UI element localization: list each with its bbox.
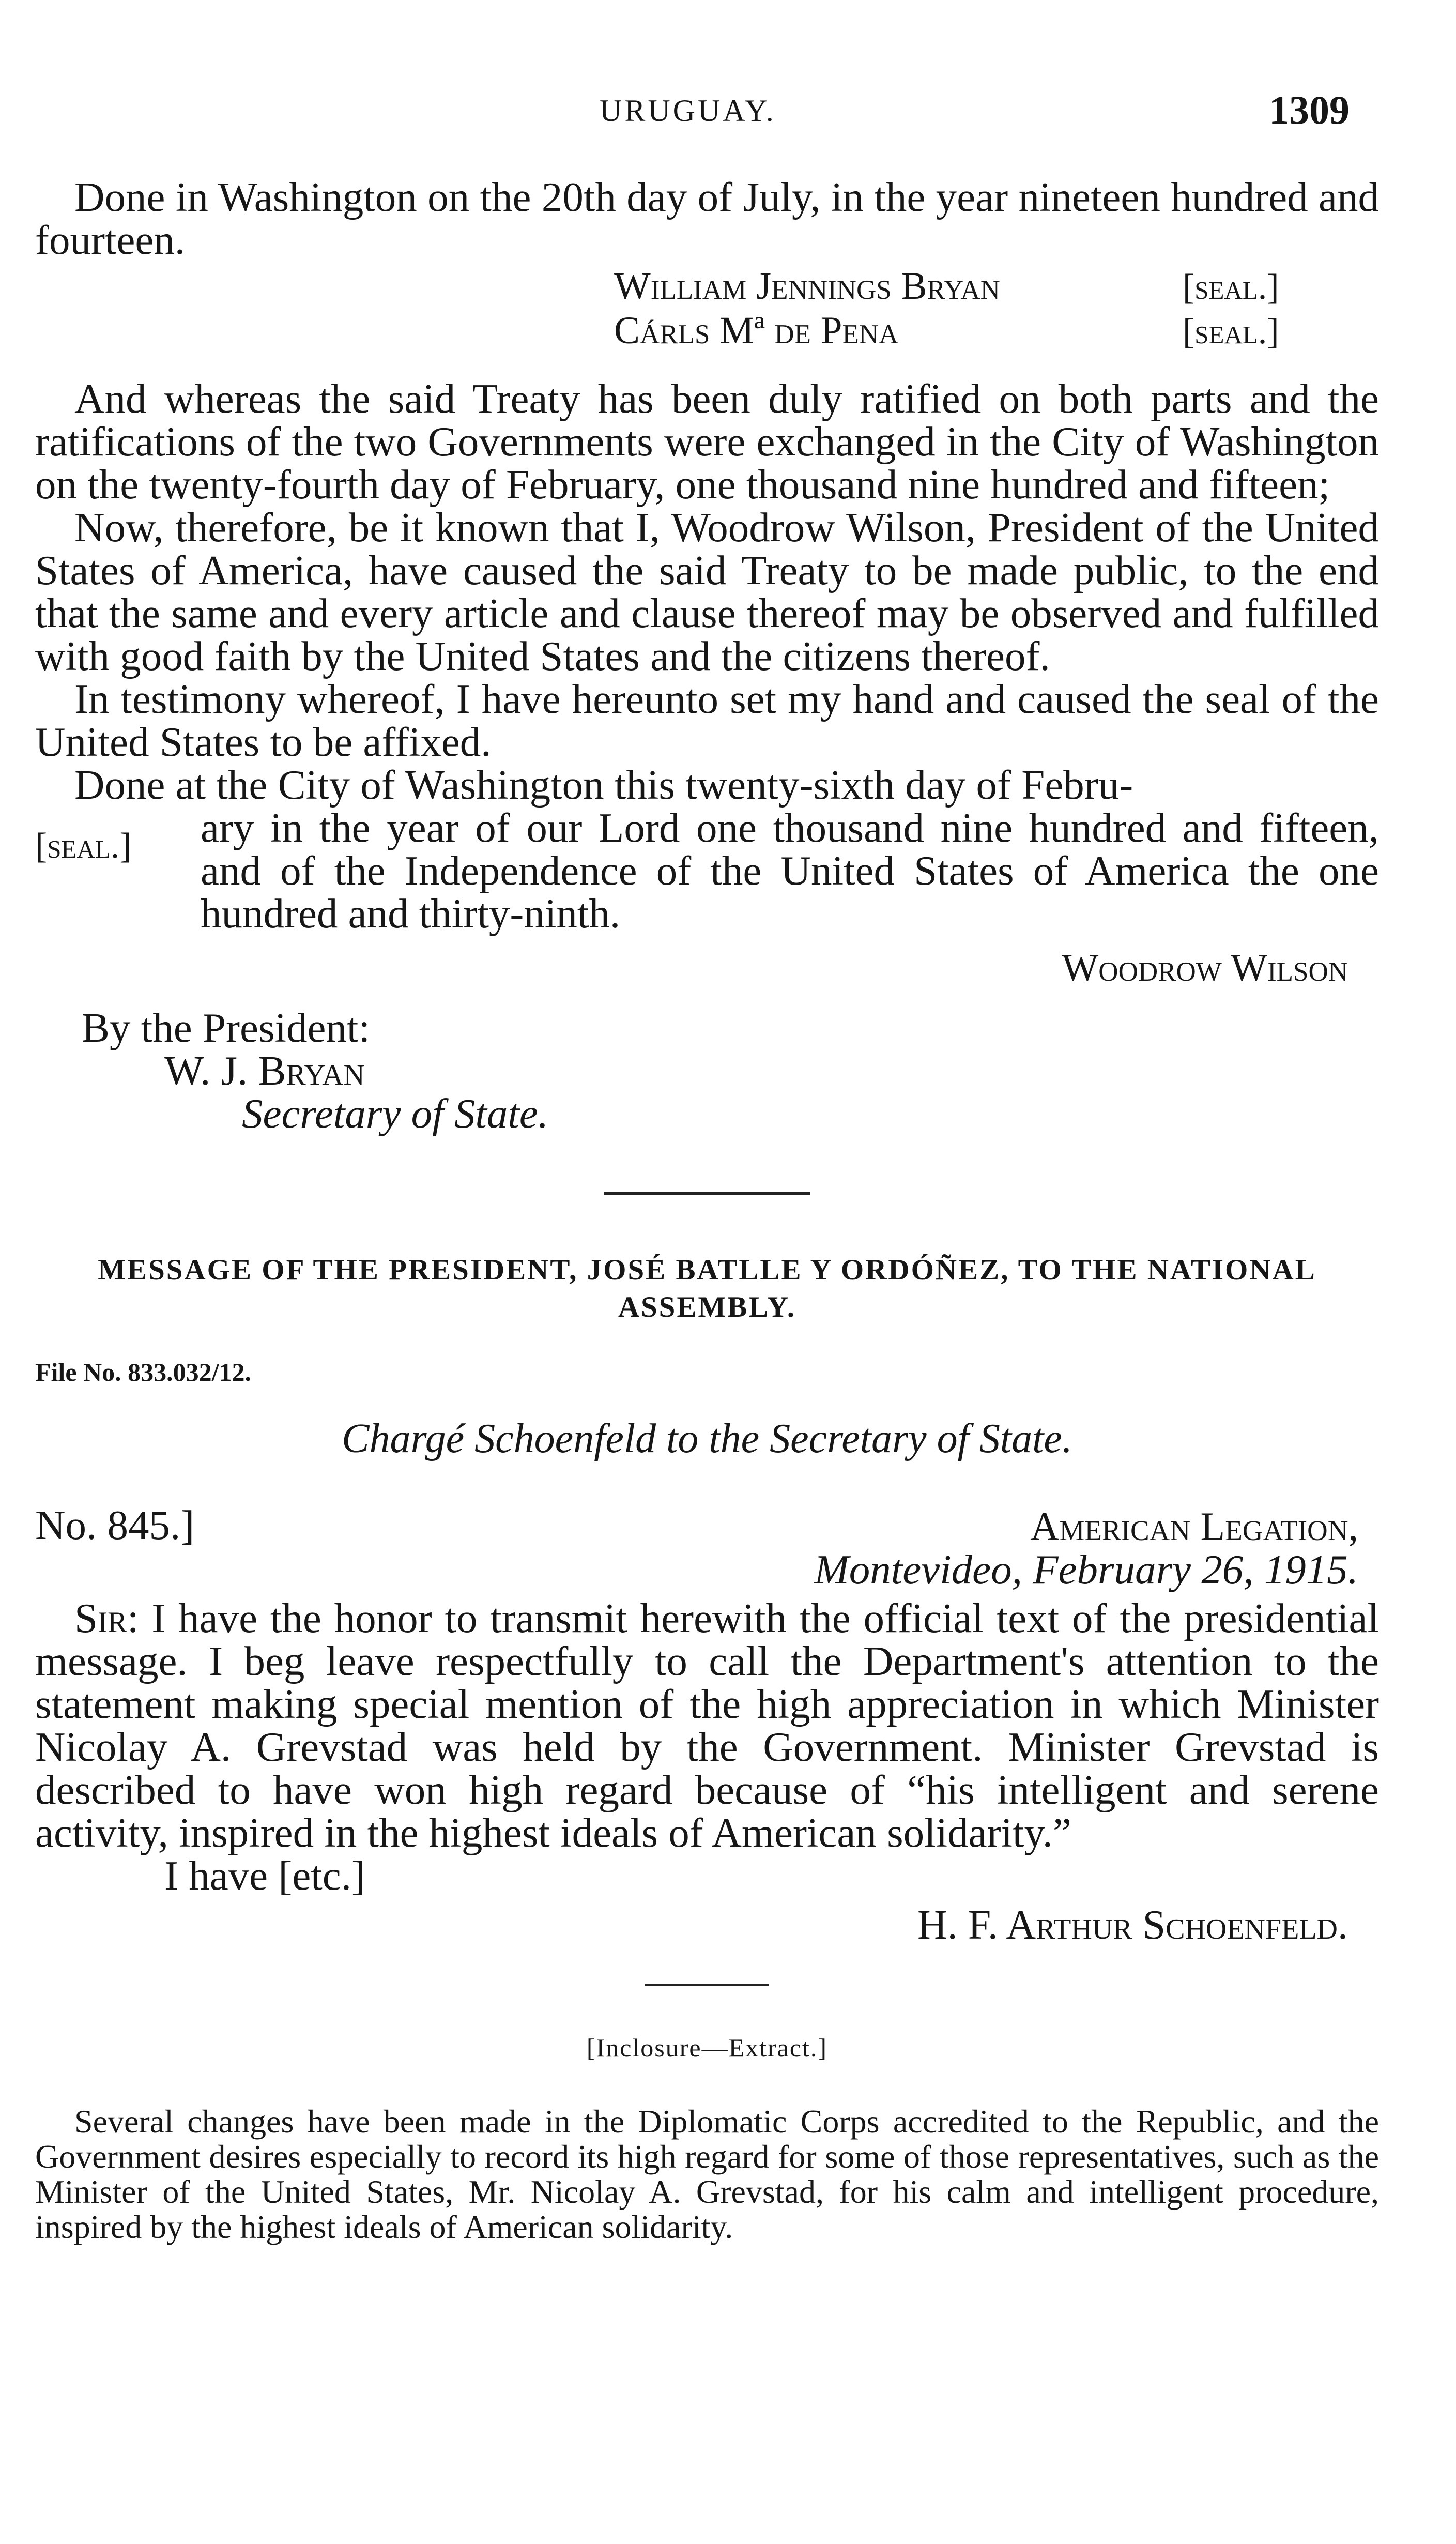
signatory-name: William Jennings Bryan: [614, 265, 1000, 308]
section-divider: [604, 1192, 810, 1195]
seal-margin: [seal.]: [35, 826, 132, 866]
signatory-name: Cárls Mª de Pena: [614, 309, 899, 352]
paragraph-ratified: And whereas the said Treaty has been duly ratified on both parts and the ratifications of the two Governments were exchanged in the City of Washington on the twenty-fourth day of February, one thousand nine hundred and fifteen;: [35, 375, 1379, 508]
document-body: [35, 176, 1379, 2245]
seal-mark: [seal.]: [1183, 267, 1279, 307]
signer-title: Secretary of State.: [242, 1090, 549, 1137]
done-at-city-first-line: Done at the City of Washington this twenty-sixth day of Febru-: [74, 761, 1133, 808]
page-header: [0, 87, 1456, 140]
signature-wilson: Woodrow Wilson: [1062, 947, 1348, 989]
inclosure-text: Several changes have been made in the Diplomatic Corps accredited to the Republic, and the Government desires especially to record its high regard for some of those representatives, such as the Minister of the United States, Mr. Nicolay A. Grevstad, for his calm and intelligent procedure, inspired by the highest ideals of American solidarity.: [35, 2103, 1379, 2245]
paragraph-now-therefore: Now, therefore, be it known that I, Woodrow Wilson, President of the United States of America, have caused the said Treaty to be made public, to the end that the same and every article and clause thereof may be observed and fulfilled with good faith by the United States and the citizens thereof.: [35, 504, 1379, 679]
legation-line: American Legation,: [1030, 1504, 1358, 1549]
closing-line: I have [etc.]: [164, 1852, 365, 1899]
dateline-block: [35, 1504, 1379, 1597]
inclosure-label: [Inclosure—Extract.]: [586, 2033, 828, 2062]
letter-body: [35, 1597, 1379, 1854]
running-title: URUGUAY.: [600, 94, 776, 128]
document-number: No. 845.]: [35, 1502, 195, 1548]
done-at-city-block: [35, 761, 1379, 937]
signature-schoenfeld: H. F. Arthur Schoenfeld.: [917, 1902, 1348, 1948]
document-title: Chargé Schoenfeld to the Secretary of State.: [342, 1416, 1072, 1461]
letter-text: I have the honor to transmit herewith the official text of the presidential message. I beg leave respectfully to call the Department's attention to the statement making special mention of the high appreciation in which Minister Nicolay A. Grevstad was held by the Government. Minister Grevstad is described to have won high regard because of “his intelligent and serene activity, inspired in the highest ideals of American solidarity.”: [35, 1595, 1379, 1856]
salutation: Sir:: [74, 1595, 139, 1641]
inclosure-divider: [645, 1984, 769, 1986]
done-at-city-rest: ary in the year of our Lord one thousand nine hundred and fifteen, and of the Independence of the United States of America the one hundred and thirty-ninth.: [201, 804, 1379, 937]
signatory-block: [35, 264, 1379, 357]
signatory-pena: [614, 308, 898, 354]
signatory-bryan: [614, 264, 1000, 309]
done-in-washington: Done in Washington on the 20th day of July, in the year nineteen hundred and fourteen.: [35, 174, 1379, 263]
file-number: File No. 833.032/12.: [35, 1358, 252, 1387]
section-heading: MESSAGE OF THE PRESIDENT, JOSÉ BATLLE Y ORDÓÑEZ, TO THE NATIONAL ASSEMBLY.: [98, 1254, 1316, 1323]
page-number: 1309: [1269, 87, 1350, 132]
dateline: Montevideo, February 26, 1915.: [814, 1546, 1358, 1593]
signer-bryan: W. J. Bryan: [164, 1047, 365, 1094]
seal-mark: [seal.]: [1183, 312, 1279, 352]
by-the-president: By the President:: [82, 1004, 370, 1051]
paragraph-testimony: In testimony whereof, I have hereunto set my hand and caused the seal of the United States to be affixed.: [35, 676, 1379, 765]
